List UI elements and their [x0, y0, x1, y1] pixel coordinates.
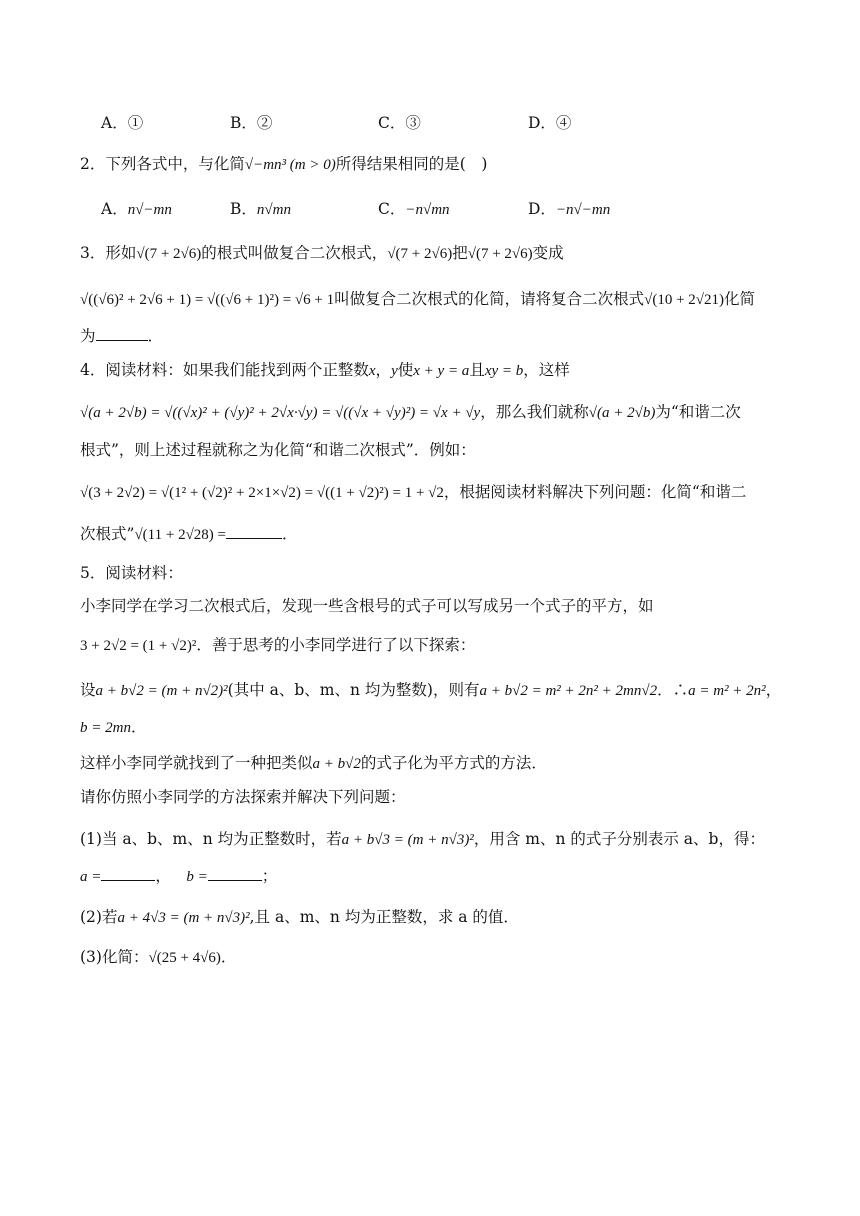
- q2-prefix: 2．下列各式中，与化简: [80, 155, 245, 173]
- question-4-line-5: 次根式”√(11 + 2√28) = ．: [80, 525, 298, 543]
- q2-option-c: C．−n√mn: [378, 200, 450, 218]
- question-4-line-2: √(a + 2√b) = √((√x)² + (√y)² + 2√x·√y) = √((√x + √y)²) = √x + √y，那么我们就称√(a + 2√b)为“和谐二次: [80, 403, 741, 421]
- q2-option-d: D．−n√−mn: [528, 200, 611, 218]
- q5-subquestion-3: (3)化简：√(25 + 4√6)．: [80, 948, 237, 966]
- question-4-line-3: 根式”，则上述过程就称之为化简“和谐二次根式”．例如：: [80, 441, 476, 459]
- q5-subquestion-1-answers: a = ， b = ；: [80, 867, 278, 885]
- q5-paragraph-1: 小李同学在学习二次根式后，发现一些含根号的式子可以写成另一个式子的平方，如: [80, 597, 654, 615]
- question-3-line-3: 为 ．: [80, 327, 164, 345]
- q2-option-b: B．n√mn: [230, 200, 291, 218]
- q5-paragraph-5: 这样小李同学就找到了一种把类似a + b√2的式子化为平方式的方法．: [80, 754, 547, 772]
- q3-answer-blank[interactable]: [96, 326, 148, 341]
- q5-subquestion-1: (1)当 a、b、m、n 均为正整数时，若a + b√3 = (m + n√3)²，用含 m、n 的式子分别表示 a、b，得：: [80, 830, 765, 848]
- q1-option-b: B．②: [230, 114, 273, 132]
- q2-expression: √−mn³ (m > 0): [244, 157, 336, 173]
- q1-option-c: C．③: [378, 114, 421, 132]
- question-5-title: 5．阅读材料：: [80, 564, 183, 582]
- q5-subquestion-2: (2)若a + 4√3 = (m + n√3)²,且 a、m、n 均为正整数，求 a 的值．: [80, 908, 519, 926]
- q5-paragraph-6: 请你仿照小李同学的方法探索并解决下列问题：: [80, 788, 406, 806]
- q2-suffix: 所得结果相同的是( ): [335, 155, 488, 173]
- q5-answer-b-blank[interactable]: [208, 866, 262, 881]
- question-4-line-4: √(3 + 2√2) = √(1² + (√2)² + 2×1×√2) = √((1 + √2)²) = 1 + √2，根据阅读材料解决下列问题：化简“和谐二: [80, 483, 747, 501]
- q5-paragraph-3: 设a + b√2 = (m + n√2)²(其中 a、b、m、n 均为整数)，则有a + b√2 = m² + 2n² + 2mn√2．∴a = m² + 2n²，: [80, 681, 782, 699]
- question-3-line-2: √((√6)² + 2√6 + 1) = √((√6 + 1)²) = √6 + 1叫做复合二次根式的化简，请将复合二次根式√(10 + 2√21)化简: [80, 290, 756, 308]
- q1-option-a: A．①: [101, 114, 144, 132]
- question-3-line-1: 3．形如√(7 + 2√6)的根式叫做复合二次根式，√(7 + 2√6)把√(7 + 2√6)变成: [80, 244, 564, 262]
- q5-answer-a-blank[interactable]: [101, 866, 155, 881]
- q2-option-a: A．n√−mn: [101, 200, 172, 218]
- q5-paragraph-4: b = 2mn．: [80, 718, 147, 736]
- q5-paragraph-2: 3 + 2√2 = (1 + √2)²．善于思考的小李同学进行了以下探索：: [80, 636, 476, 654]
- q4-answer-blank[interactable]: [226, 524, 282, 539]
- q1-option-d: D．④: [528, 114, 572, 132]
- question-4-line-1: 4．阅读材料：如果我们能找到两个正整数x，y使x + y = a且xy = b，这样: [80, 361, 570, 379]
- question-2-stem: [80, 153, 487, 176]
